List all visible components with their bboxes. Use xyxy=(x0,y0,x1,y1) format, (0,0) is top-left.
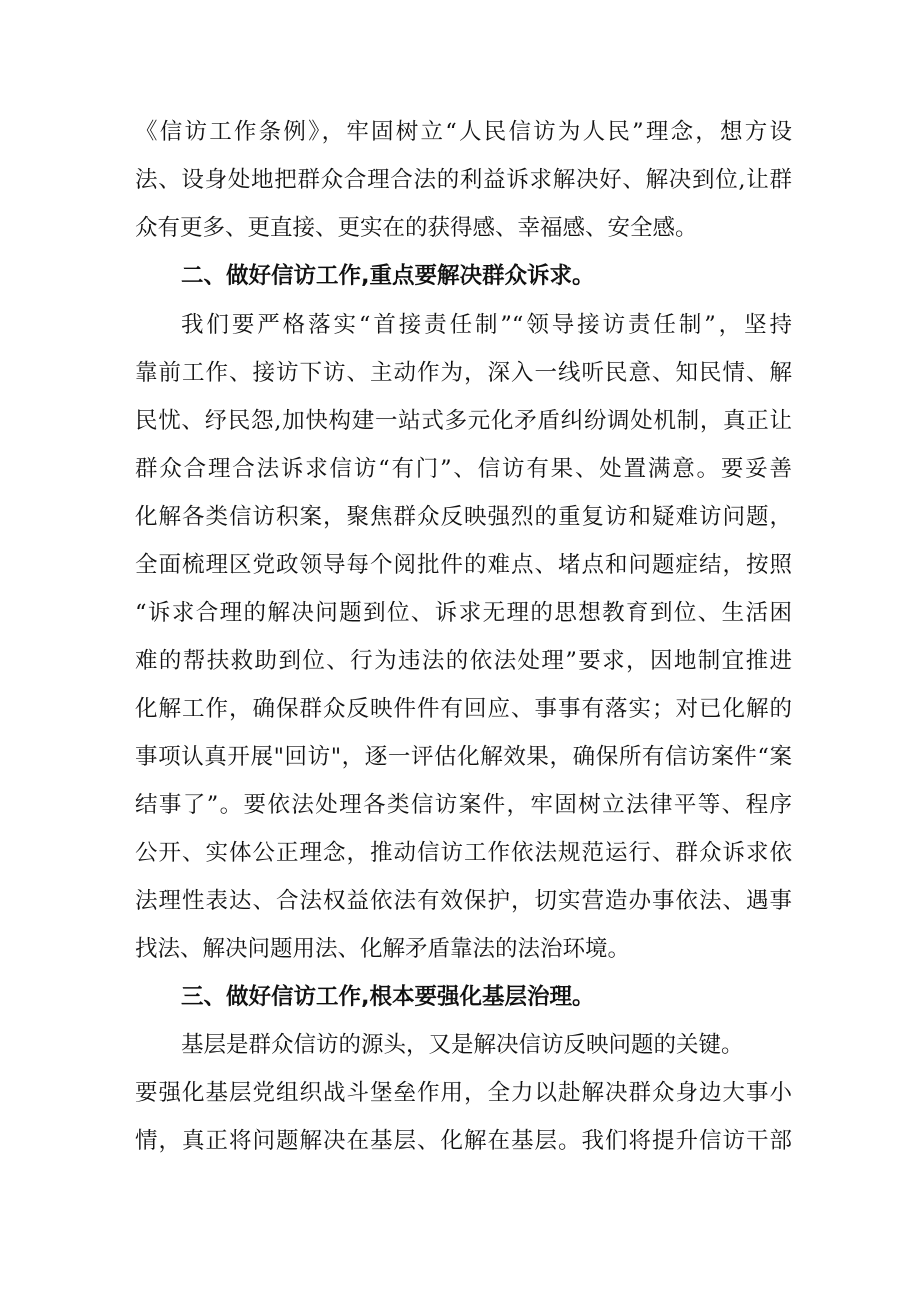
paragraph-2-line-9: 化解工作，确保群众反映件件有回应、事事有落实；对已化解的 xyxy=(135,696,792,722)
paragraph-1-line-2: 法、设身处地把群众合理合法的利益诉求解决好、解决到位,让群 xyxy=(135,167,792,193)
paragraph-2-line-14: 找法、解决问题用法、化解矛盾靠法的法治环境。 xyxy=(135,936,631,962)
paragraph-2-line-5: 化解各类信访积案，聚焦群众反映强烈的重复访和疑难访问题， xyxy=(135,504,792,530)
paragraph-2-line-12: 公开、实体公正理念，推动信访工作依法规范运行、群众诉求依 xyxy=(135,840,792,866)
section-heading-3: 三、做好信访工作,根本要强化基层治理。 xyxy=(181,984,595,1010)
section-heading-2: 二、做好信访工作,重点要解决群众诉求。 xyxy=(181,263,595,289)
paragraph-2-line-10: 事项认真开展"回访"，逐一评估化解效果，确保所有信访案件“案 xyxy=(135,744,792,770)
paragraph-3-line-2: 要强化基层党组织战斗堡垒作用，全力以赴解决群众身边大事小 xyxy=(135,1080,792,1106)
paragraph-2-line-6: 全面梳理区党政领导每个阅批件的难点、堵点和问题症结，按照 xyxy=(135,552,792,578)
paragraph-2-line-3: 民忧、纾民怨,加快构建一站式多元化矛盾纠纷调处机制，真正让 xyxy=(135,408,792,434)
paragraph-3-line-3: 情，真正将问题解决在基层、化解在基层。我们将提升信访干部 xyxy=(135,1128,792,1154)
paragraph-2-line-4: 群众合理合法诉求信访“有门”、信访有果、处置满意。要妥善 xyxy=(135,456,792,482)
paragraph-2-line-8: 难的帮扶救助到位、行为违法的依法处理”要求，因地制宜推进 xyxy=(135,648,792,674)
paragraph-1-line-1: 《信访工作条例》，牢固树立“人民信访为人民”理念，想方设 xyxy=(135,119,792,145)
paragraph-2-line-13: 法理性表达、合法权益依法有效保护，切实营造办事依法、遇事 xyxy=(135,888,792,914)
paragraph-1-line-3: 众有更多、更直接、更实在的获得感、幸福感、安全感。 xyxy=(135,215,698,241)
paragraph-2-line-1: 我们要严格落实“首接责任制”“领导接访责任制”，坚持 xyxy=(181,312,792,338)
paragraph-2-line-2: 靠前工作、接访下访、主动作为，深入一线听民意、知民情、解 xyxy=(135,360,792,386)
paragraph-2-line-7: “诉求合理的解决问题到位、诉求无理的思想教育到位、生活困 xyxy=(135,600,792,626)
paragraph-2-line-11: 结事了”。要依法处理各类信访案件，牢固树立法律平等、程序 xyxy=(135,792,792,818)
paragraph-3-line-1: 基层是群众信访的源头，又是解决信访反映问题的关键。 xyxy=(181,1032,744,1058)
